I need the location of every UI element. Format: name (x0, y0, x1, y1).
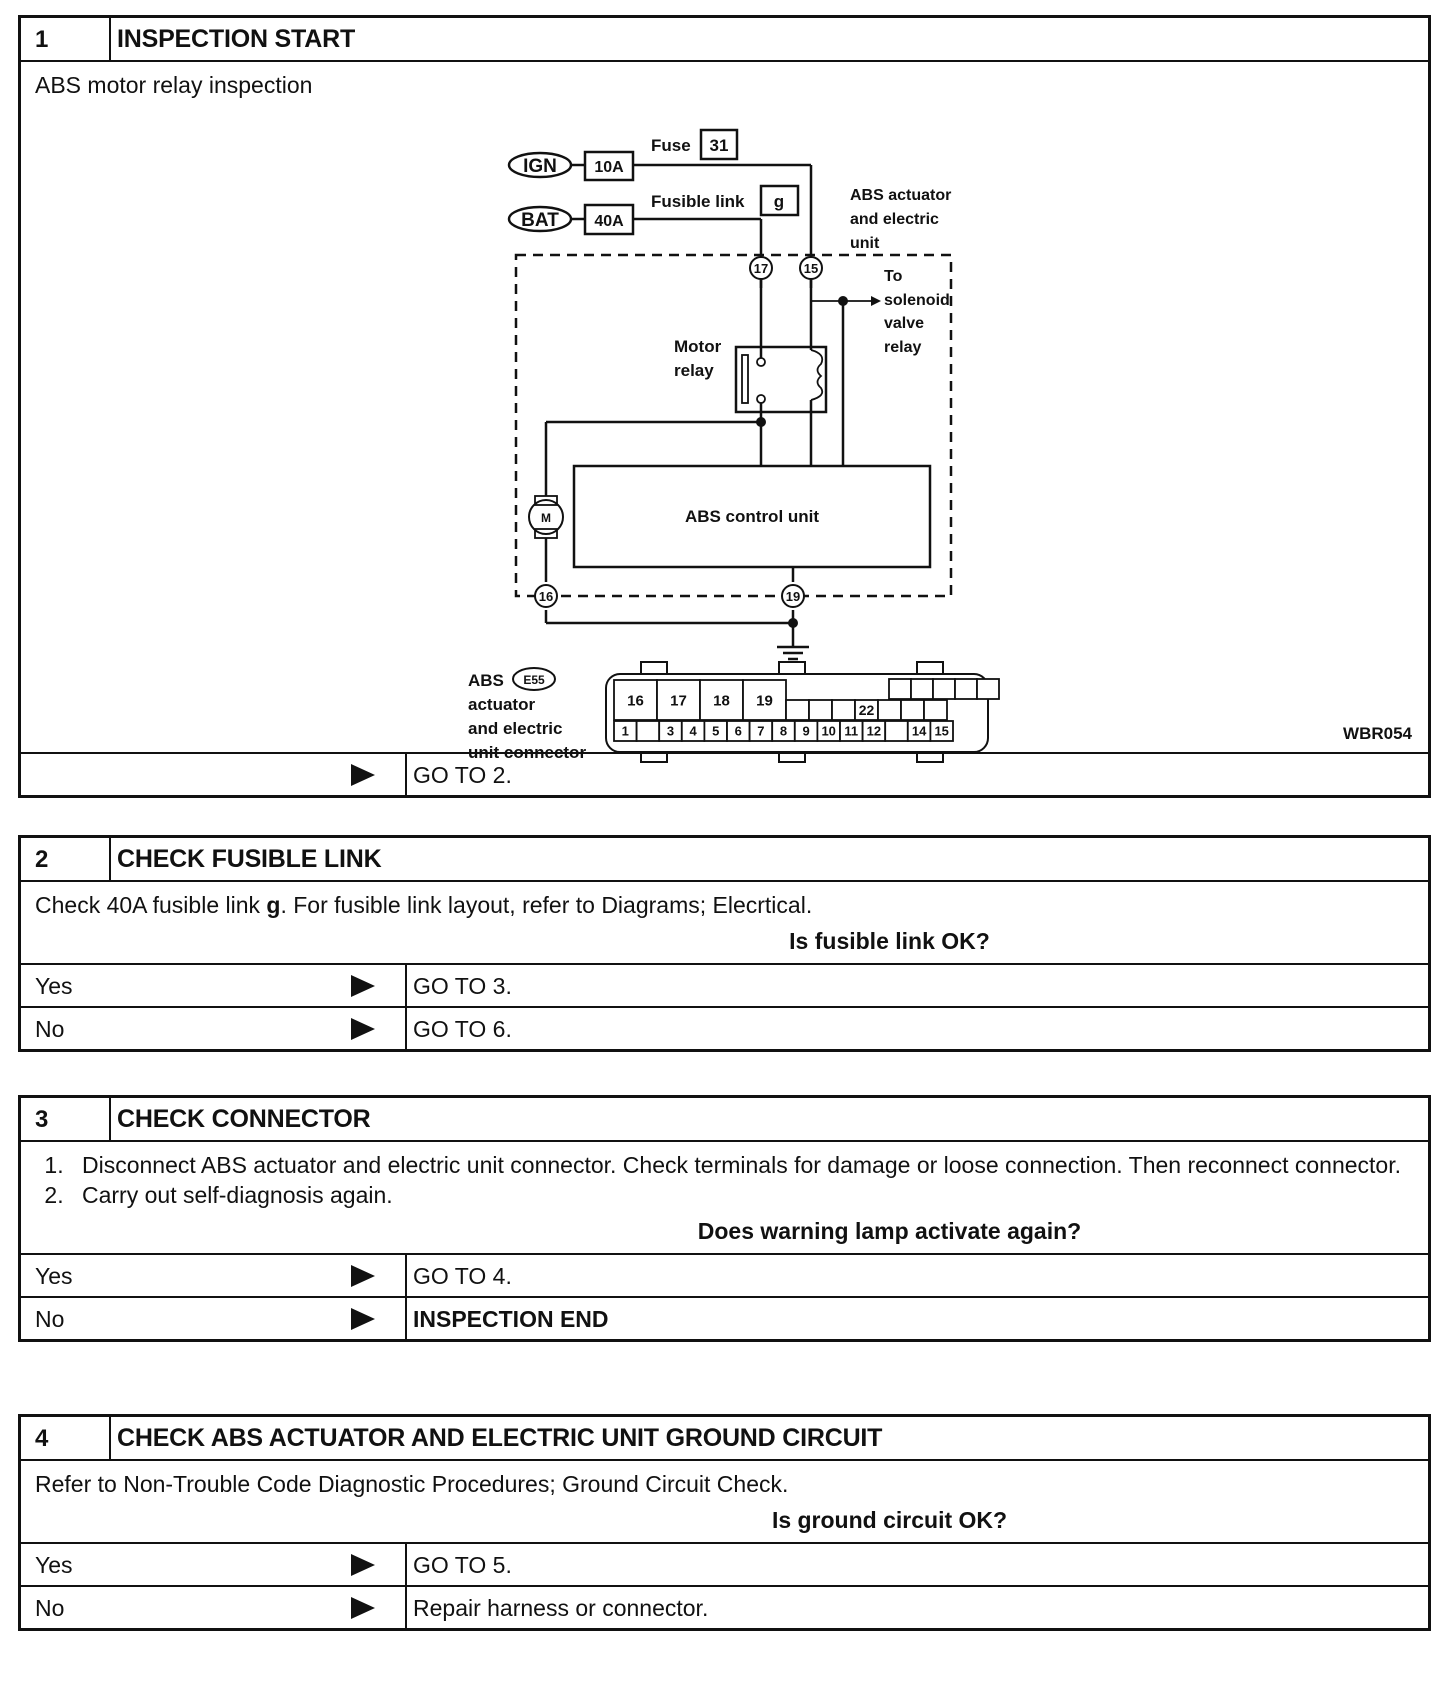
result-label: No (21, 1587, 407, 1628)
step-number: 2 (21, 838, 111, 880)
result-action[interactable]: GO TO 2. (413, 762, 512, 788)
connector-pin-17-label: 17 (670, 692, 687, 710)
fuse-number: 31 (709, 136, 729, 155)
solenoid-label-line: valve (884, 315, 925, 332)
unit-label-line: unit (850, 235, 880, 252)
result-label: Yes (21, 1544, 407, 1585)
fusible-link-id: g (773, 192, 785, 211)
connector-pin-10-label: 10 (821, 723, 836, 739)
result-action[interactable]: GO TO 5. (413, 1552, 512, 1578)
result-row[interactable] (21, 1006, 1428, 1049)
fusible-link-label: Fusible link (651, 192, 745, 211)
result-row[interactable] (21, 1585, 1428, 1628)
wiring-diagram (21, 62, 1428, 762)
step-title: CHECK FUSIBLE LINK (117, 845, 382, 873)
motor-symbol-label: M (541, 511, 551, 525)
connector-pin-14-label: 14 (911, 723, 927, 739)
connector-pin-slot (889, 679, 911, 699)
connector-pin-slot (955, 679, 977, 699)
connector-pin-slot (786, 700, 809, 720)
connector-pin-6-label: 6 (734, 723, 742, 739)
connector-pin-5-label: 5 (712, 723, 720, 739)
result-row[interactable] (21, 1296, 1428, 1339)
result-label: No (21, 1008, 407, 1049)
connector-pin-slot-label: 22 (858, 702, 875, 719)
result-row[interactable] (21, 1542, 1428, 1585)
step-header (21, 838, 1428, 882)
connector-pin-slot (809, 700, 832, 720)
result-label: No (21, 1298, 407, 1339)
instruction-item: 2. Carry out self-diagnosis again. (70, 1180, 1408, 1210)
unit-label-line: ABS actuator (850, 187, 952, 204)
terminal-19-label: 19 (785, 589, 801, 604)
connector-pin-empty (637, 721, 660, 741)
step-description: Check 40A fusible link g. For fusible link layout, refer to Diagrams; Elecrtical. (35, 892, 813, 918)
step-2-table (18, 835, 1431, 1052)
connector-pin-15-label: 15 (934, 723, 949, 739)
connector-label-line: unit connector (468, 743, 587, 762)
terminal-16-label: 16 (538, 589, 554, 604)
instruction-item: 1. Disconnect ABS actuator and electric unit connector. Check terminals for damage or loose connection. Then reconnect connector. (70, 1150, 1408, 1180)
step-4-table (18, 1414, 1431, 1631)
connector-label-line: ABS (468, 671, 504, 690)
arrow-right-icon (351, 975, 375, 997)
step-number: 4 (21, 1417, 111, 1459)
arrow-right-icon (351, 1308, 375, 1330)
arrow-right-icon (351, 1554, 375, 1576)
motor-relay-label-line: relay (674, 361, 714, 380)
connector-label-line: actuator (468, 695, 536, 714)
result-action[interactable]: GO TO 3. (413, 973, 512, 999)
connector-pin-slot (911, 679, 933, 699)
solenoid-label-line: solenoid (884, 292, 950, 309)
step-header (21, 18, 1428, 62)
connector-pin-slot (901, 700, 924, 720)
step-number: 3 (21, 1098, 111, 1140)
motor-relay-label-line: Motor (674, 337, 722, 356)
step-header (21, 1098, 1428, 1142)
connector-pin-3-label: 3 (666, 723, 675, 739)
step-title: CHECK CONNECTOR (117, 1105, 371, 1133)
step-description: ABS motor relay inspection (35, 72, 313, 98)
connector-pin-8-label: 8 (779, 723, 788, 739)
junction-dot (788, 618, 798, 628)
bat-link-rating: 40A (594, 213, 624, 230)
step-description: Refer to Non-Trouble Code Diagnostic Procedures; Ground Circuit Check. (35, 1471, 789, 1497)
result-action[interactable]: GO TO 6. (413, 1016, 512, 1042)
connector-pin-11-label: 11 (844, 723, 859, 739)
bat-label: BAT (521, 210, 559, 231)
connector-pin-slot (832, 700, 855, 720)
connector-pin-18-label: 18 (713, 692, 730, 710)
junction-dot (838, 296, 848, 306)
connector-pin-empty (885, 721, 908, 741)
connector-pin-1-label: 1 (621, 723, 629, 739)
motor-relay-box (736, 347, 826, 412)
solenoid-label-line: To (884, 268, 903, 285)
figure-code: WBR054 (1343, 724, 1412, 743)
step-title: INSPECTION START (117, 25, 356, 53)
connector-pin-12-label: 12 (866, 723, 882, 739)
result-row[interactable] (21, 963, 1428, 1006)
arrow-right-icon (351, 1265, 375, 1287)
connector-pin-slot (878, 700, 901, 720)
connector-code: E55 (523, 673, 545, 687)
connector-pin-slot (924, 700, 947, 720)
connector-label-line: and electric (468, 719, 563, 738)
result-label: Yes (21, 965, 407, 1006)
connector-pin-16-label: 16 (627, 692, 644, 710)
arrow-right-icon (351, 1018, 375, 1040)
arrow-to-solenoid (871, 296, 881, 306)
connector-pin-slot (977, 679, 999, 699)
result-label (21, 754, 407, 795)
result-action[interactable]: INSPECTION END (413, 1306, 609, 1332)
terminal-15-label: 15 (803, 261, 819, 276)
result-row[interactable] (21, 1253, 1428, 1296)
ign-label: IGN (523, 156, 557, 177)
step-question: Is ground circuit OK? (771, 1507, 1008, 1533)
step-question: Is fusible link OK? (789, 928, 990, 954)
circuit-diagram (21, 62, 1428, 762)
result-action[interactable]: GO TO 4. (413, 1263, 512, 1289)
connector-pin-9-label: 9 (802, 723, 810, 739)
step-1-table (18, 15, 1431, 798)
step-number: 1 (21, 18, 111, 60)
terminal-17-label: 17 (753, 261, 769, 276)
junction-dot (756, 417, 766, 427)
connector-pin-19-label: 19 (756, 692, 773, 710)
connector-pin-slot (933, 679, 955, 699)
fuse-label: Fuse (651, 136, 691, 155)
step-question: Does warning lamp activate again? (697, 1218, 1082, 1244)
step-title: CHECK ABS ACTUATOR AND ELECTRIC UNIT GROUND CIRCUIT (117, 1424, 883, 1452)
result-row[interactable] (21, 752, 1428, 795)
connector-pin-4-label: 4 (689, 723, 697, 739)
step-header (21, 1417, 1428, 1461)
connector-pin-7-label: 7 (757, 723, 765, 739)
control-unit-label: ABS control unit (684, 507, 820, 526)
step-instructions (21, 1142, 1428, 1210)
arrow-right-icon (351, 764, 375, 786)
arrow-right-icon (351, 1597, 375, 1619)
ign-fuse-rating: 10A (594, 159, 624, 176)
result-label: Yes (21, 1255, 407, 1296)
solenoid-label-line: relay (884, 339, 922, 356)
unit-label-line: and electric (850, 211, 939, 228)
result-action[interactable]: Repair harness or connector. (413, 1595, 709, 1621)
step-3-table (18, 1095, 1431, 1342)
